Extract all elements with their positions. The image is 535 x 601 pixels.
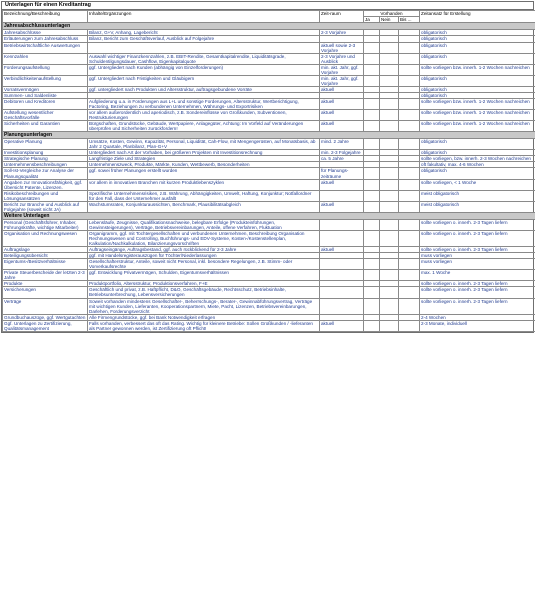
document-title: Unterlagen für einen Kreditantrag xyxy=(2,2,533,10)
item-period: 2-3 Vorjahre und Ausblick xyxy=(320,53,364,64)
item-name: Grundbuchauszüge, ggf. Wertgutachten xyxy=(3,314,88,320)
field-until[interactable] xyxy=(399,320,420,331)
item-content: Untergliedert nach Art der Vorhaben, bei größeren Projekten mit Investitionsrechnung xyxy=(88,150,320,156)
checkbox-yes[interactable] xyxy=(364,121,380,132)
section-row xyxy=(3,23,535,30)
item-timing: obligatorisch xyxy=(420,139,535,150)
table-body xyxy=(3,23,535,331)
item-content: Umsätze, Kosten, Gewinn, Kapazität, Personal, Liquidität, Cah-Flow, mit Mengengerüsten, auf Monatsbasis, ab Jahr 2 Quartale, Planbilanz, Plan-G+V xyxy=(88,139,320,150)
checkbox-yes[interactable] xyxy=(364,179,380,190)
item-content: Unternehmenszweck, Produkte, Märkte, Kunden, Wettbewerb, Besonderheiten xyxy=(88,162,320,168)
field-until[interactable] xyxy=(399,190,420,201)
item-period xyxy=(320,230,364,246)
item-period: für Planungs-zeiträume xyxy=(320,168,364,179)
item-name: Strategische Planung xyxy=(3,156,88,162)
field-until[interactable] xyxy=(399,110,420,121)
field-until[interactable] xyxy=(399,121,420,132)
item-timing: sollte vorliegen o. innerh. 2-3 Tagen liefern xyxy=(420,281,535,287)
item-timing: sollte vorliegen o. innerh. 2-3 Tagen liefern xyxy=(420,230,535,246)
item-name: Bericht zur Branche und Ausblick auf Folgejahre (soweit nicht JA) xyxy=(3,201,88,212)
item-content: ggf. mit Handelsregisterauszügen für Töchter/Niederlassungen xyxy=(88,253,320,259)
item-period xyxy=(320,270,364,281)
checkbox-yes[interactable] xyxy=(364,230,380,246)
checkbox-yes[interactable] xyxy=(364,110,380,121)
header-yes: Ja xyxy=(364,17,380,23)
item-content: vor allem außerordentlich und aperiodisch, z.B. Sondereinflüsse von Großkunden, Subventionen, Restrukturierungen xyxy=(88,110,320,121)
item-content: Geschäftlich und privat, z.B. Haftpflicht, D&O, Geschäftsgebäude, Rechtsschutz, Betriebsinhalte, Betriebsunterbrechung, Lebensversicherungen xyxy=(88,287,320,298)
item-name: Soll-Ist-Vergleiche zur Analyse der Planungsqualität xyxy=(3,168,88,179)
item-period: aktuell xyxy=(320,121,364,132)
item-content: ggf. sowei früher Planungen erstellt wurden xyxy=(88,168,320,179)
credit-application-document xyxy=(1,1,534,333)
table-row xyxy=(3,201,535,212)
item-name: Eigentums-/Besitzverhältnisse xyxy=(3,259,88,270)
checkbox-yes[interactable] xyxy=(364,139,380,150)
checkbox-yes[interactable] xyxy=(364,98,380,109)
checkbox-yes[interactable] xyxy=(364,219,380,230)
checkbox-yes[interactable] xyxy=(364,42,380,53)
field-until[interactable] xyxy=(399,75,420,86)
table-row xyxy=(3,287,535,298)
item-period: min. akt. Jahr, ggf. Vorjahre xyxy=(320,64,364,75)
item-timing: muss vorliegen xyxy=(420,253,535,259)
item-content: Bilanz, G+V, Anhang, Lagebericht xyxy=(88,30,320,36)
item-timing: obligatorisch xyxy=(420,42,535,53)
item-name: Private Steuerbescheide der letzten 2-3 Jahre xyxy=(3,270,88,281)
item-name: Aufstellung wesentlicher Geschäftsvorfälle xyxy=(3,110,88,121)
checkbox-no[interactable] xyxy=(380,219,399,230)
item-timing: 2-3 Monate, individuell xyxy=(420,320,535,331)
item-name: Ggf. Unterlagen zu Zertifizierung, Qualitätsmanagement xyxy=(3,320,88,331)
item-timing: max. 1 Woche xyxy=(420,270,535,281)
item-timing: 2-4 Wochen xyxy=(420,314,535,320)
item-timing: obligatorisch xyxy=(420,168,535,179)
section-title: Jahresabschlussunterlagen xyxy=(3,23,535,30)
item-period: 2-3 Vorjahre xyxy=(320,30,364,36)
field-until[interactable] xyxy=(399,64,420,75)
item-content: Langfristige Ziele und Strategien xyxy=(88,156,320,162)
item-content: Bilanz, Bericht zum Geschäftsverlauf, Ausblick auf Folgejahre xyxy=(88,36,320,42)
checkbox-yes[interactable] xyxy=(364,270,380,281)
item-content: Auftragseingänge, Auftragsbestand, ggf. auch rückblickend für 2-3 Jahre xyxy=(88,247,320,253)
field-until[interactable] xyxy=(399,42,420,53)
table-row xyxy=(3,64,535,75)
header-name: Bezeichnung/Beschreibung xyxy=(3,11,88,23)
checkbox-no[interactable] xyxy=(380,190,399,201)
checkbox-yes[interactable] xyxy=(364,53,380,64)
item-period: aktuell xyxy=(320,110,364,121)
checkbox-yes[interactable] xyxy=(364,75,380,86)
item-name: Jahresabschlüsse xyxy=(3,30,88,36)
header-available: Vorhanden xyxy=(364,11,420,17)
checkbox-yes[interactable] xyxy=(364,201,380,212)
field-until[interactable] xyxy=(399,219,420,230)
item-name: Verbindlichkeitenaufstellung xyxy=(3,75,88,86)
item-period: aktuell xyxy=(320,179,364,190)
table-row xyxy=(3,270,535,281)
item-period: aktuell xyxy=(320,86,364,92)
field-until[interactable] xyxy=(399,259,420,270)
item-period: mind. 2 Jahre xyxy=(320,139,364,150)
item-timing: sollte vorliegen o. innerh. 2-3 Tagen liefern xyxy=(420,298,535,314)
table-row xyxy=(3,179,535,190)
item-name: Erläuterungen zum Jahresabschluss xyxy=(3,36,88,42)
item-content: vor allem in innovativen Branchen mit kurzen Produktlebenszyklen xyxy=(88,179,320,190)
table-row xyxy=(3,168,535,179)
table-row xyxy=(3,230,535,246)
checkbox-yes[interactable] xyxy=(364,259,380,270)
item-name: Debitoren und Kreditoren xyxy=(3,98,88,109)
table-row xyxy=(3,219,535,230)
item-content: ggf. Entwicklung Privatvermögen, Schulden, Eigentumsverhältnissen xyxy=(88,270,320,281)
checkbox-yes[interactable] xyxy=(364,168,380,179)
item-name: Summen- und Saldenliste xyxy=(3,92,88,98)
table-row xyxy=(3,190,535,201)
checkbox-no[interactable] xyxy=(380,168,399,179)
item-timing: sollte vorliegen, < 1 Woche xyxy=(420,179,535,190)
table-row xyxy=(3,110,535,121)
checkbox-yes[interactable] xyxy=(364,287,380,298)
item-name: Vorratsvermögen xyxy=(3,86,88,92)
item-period xyxy=(320,287,364,298)
checkbox-no[interactable] xyxy=(380,201,399,212)
item-name: Operative Planung xyxy=(3,139,88,150)
item-timing: sollte vorliegen o. innerh. 2-3 Tagen liefern xyxy=(420,247,535,253)
field-until[interactable] xyxy=(399,168,420,179)
table-row xyxy=(3,121,535,132)
table-row xyxy=(3,320,535,331)
item-name: Betriebswirtschaftliche Auswertungen xyxy=(3,42,88,53)
checkbox-no[interactable] xyxy=(380,320,399,331)
item-name: Organisation und Rechnungswesen xyxy=(3,230,88,246)
item-timing: muss vorliegen xyxy=(420,259,535,270)
item-period: aktuell xyxy=(320,98,364,109)
item-name: Personal (Geschäftsführer, Inhaber, Führungskräfte, wichtige Mitarbeiter) xyxy=(3,219,88,230)
item-timing: sollte vorliegen bzw. innerh. 1-2 Wochen nachreichen xyxy=(420,98,535,109)
item-content: Falls vorhanden, verbessert das oft das Rating. Wichtig für kleinere Betriebe: Sollen Großkunden / -lieferanten als Partner gewonnen werden, ist Zertifizierung oft Pflicht! xyxy=(88,320,320,331)
checkbox-no[interactable] xyxy=(380,53,399,64)
item-timing: sollte vorliegen o. innerh. 2-3 Tagen liefern xyxy=(420,287,535,298)
item-name: Produkte xyxy=(3,281,88,287)
header-row-1 xyxy=(3,11,535,17)
field-until[interactable] xyxy=(399,201,420,212)
item-timing: sollte vorliegen o. innerh. 2-3 Tagen liefern xyxy=(420,219,535,230)
item-content: ggf. Untergliedert nach Fristigkeiten und Gläubigern xyxy=(88,75,320,86)
table-row xyxy=(3,139,535,150)
checkbox-yes[interactable] xyxy=(364,298,380,314)
item-timing: sollte vorliegen bzw. innerh. 1-2 Wochen nachreichen xyxy=(420,110,535,121)
header-period: Zeit-raum xyxy=(320,11,364,23)
item-timing: meist obligatorisch xyxy=(420,201,535,212)
table-row xyxy=(3,42,535,53)
table-row xyxy=(3,98,535,109)
item-content: Wachstumsraten, Konjunkturaussichten, Benchmark, Plausibilitätsabgleich xyxy=(88,201,320,212)
checkbox-no[interactable] xyxy=(380,287,399,298)
checkbox-no[interactable] xyxy=(380,298,399,314)
checkbox-no[interactable] xyxy=(380,121,399,132)
item-name: Kennzahlen xyxy=(3,53,88,64)
item-content: ggf. untergliedert nach Produkten und Altersstruktur, auftragsgebundene Vorräte xyxy=(88,86,320,92)
checkbox-no[interactable] xyxy=(380,110,399,121)
checkbox-no[interactable] xyxy=(380,98,399,109)
item-name: Risikobeschreibungen und Lösungsansätzen xyxy=(3,190,88,201)
item-timing: sollte vorliegen, bzw. innerh. 2-3 Wochen nachreichen xyxy=(420,156,535,162)
table-row xyxy=(3,259,535,270)
item-period: aktuell xyxy=(320,247,364,253)
item-content: Organigramm, ggf. mit Tochtergesellschaften und verbundenen Unternehmen, Beschreibung Organisation Rechnungswesen und Controlling, Buchführungs- und EDV-Systeme, Kosten-/Kostenstellenplan, Kalkulation/Nachkalkulation, Bilanzierungsvorschriften xyxy=(88,230,320,246)
header-until: Bis ... xyxy=(399,17,420,23)
checkbox-no[interactable] xyxy=(380,179,399,190)
item-content: Soweit vorhanden mindestens Gesellschafter-, Beherrschungs-, Berater-, Gewinnabführungsvertrag, Verträge mit wichtigen Kunden, Lieferanten, Kooperationspartnern, Miete, Pacht, Lizenzen, Betriebsvereinbarungen, Darlehen, Forderungsverzicht xyxy=(88,298,320,314)
item-name: Angaben zur Innovationsfähigkeit, ggf. Übersicht Patente, Lizenzen. xyxy=(3,179,88,190)
item-timing: obligatorisch xyxy=(420,75,535,86)
item-name: Auftragslage xyxy=(3,247,88,253)
item-timing: obligatorisch xyxy=(420,36,535,42)
documents-table xyxy=(2,10,535,332)
item-period: aktuell sowie 2-3 Vorjahre xyxy=(320,42,364,53)
item-content: Lebensläufe, Zeugnisse, Qualifikationsnachweise, belegbare Erfolge (Produkteinführungen, Gewinnsteigerungen), Verträge, Betriebsvereinbarungen, Anteile, offene Verfahren, Fluktuation xyxy=(88,219,320,230)
header-content: Inhalte/Ergänzungen xyxy=(88,11,320,23)
item-content: ggf. Untergliedert nach Kunden (abhängig von Einzelforderungen) xyxy=(88,64,320,75)
checkbox-no[interactable] xyxy=(380,42,399,53)
section-title: Weitere Unterlagen xyxy=(3,212,535,219)
item-content: Bürgschaften, Grundstücke, Gebäude, Wertpapiere, Anlagegüter, Achtung: Im Vorfeld auf Veränderungen überprüfen und Sicherheiten zurückfordern! xyxy=(88,121,320,132)
item-period xyxy=(320,190,364,201)
item-content xyxy=(88,42,320,53)
checkbox-yes[interactable] xyxy=(364,190,380,201)
field-until[interactable] xyxy=(399,139,420,150)
checkbox-no[interactable] xyxy=(380,259,399,270)
item-timing: obligatorisch xyxy=(420,30,535,36)
section-row xyxy=(3,212,535,219)
item-timing: obligatorisch xyxy=(420,92,535,98)
item-period xyxy=(320,259,364,270)
checkbox-no[interactable] xyxy=(380,64,399,75)
item-timing: sollte vorliegen bzw. innerh. 1-2 Wochen nachreichen xyxy=(420,121,535,132)
item-name: Sicherheiten und Garantien xyxy=(3,121,88,132)
section-row xyxy=(3,132,535,139)
field-until[interactable] xyxy=(399,230,420,246)
item-timing: obligatorisch xyxy=(420,86,535,92)
table-row xyxy=(3,53,535,64)
item-name: Investitionsplanung xyxy=(3,150,88,156)
item-content: Alle Firmengrundstücke, ggf. bei Bank Notwendigkeit erfragen xyxy=(88,314,320,320)
item-timing: meist obligatorisch xyxy=(420,190,535,201)
item-name: Unternehmensbeschreibungen xyxy=(3,162,88,168)
item-period xyxy=(320,219,364,230)
field-until[interactable] xyxy=(399,53,420,64)
item-content: Auswahl wichtiger Finanzkennzahlen, z.B. EBIT-Rendite, Gesamtkapitalrendite, Liquiditätsgrade, Schuldentilgungsdauer, Cashflow, Eigenkapitalquote xyxy=(88,53,320,64)
checkbox-no[interactable] xyxy=(380,270,399,281)
item-content: Aufgliederung u.a. in Forderungen aus L+L und sonstige Forderungen, Altersstruktur, Wertberichtigung, Factoring, Beziehungen zu verbundenen Unternehmen, Währungs- und Exportrisiken xyxy=(88,98,320,109)
item-name: Verträge xyxy=(3,298,88,314)
field-until[interactable] xyxy=(399,298,420,314)
item-period: aktuell xyxy=(320,320,364,331)
item-period: ca. 5 Jahre xyxy=(320,156,364,162)
table-row xyxy=(3,298,535,314)
table-row xyxy=(3,75,535,86)
item-name: Beteiligungsübersicht xyxy=(3,253,88,259)
item-period: min. 2-3 Folgejahre xyxy=(320,150,364,156)
section-title: Planungsunterlagen xyxy=(3,132,535,139)
checkbox-no[interactable] xyxy=(380,139,399,150)
item-period xyxy=(320,298,364,314)
item-timing: obligatorisch xyxy=(420,150,535,156)
item-period: min. akt. Jahr, ggf. Vorjahre xyxy=(320,75,364,86)
item-timing: obligatorisch xyxy=(420,53,535,64)
checkbox-no[interactable] xyxy=(380,75,399,86)
item-timing: sollte vorliegen bzw. innerh. 1-2 Wochen nachreichen xyxy=(420,64,535,75)
field-until[interactable] xyxy=(399,179,420,190)
checkbox-no[interactable] xyxy=(380,230,399,246)
field-until[interactable] xyxy=(399,287,420,298)
checkbox-yes[interactable] xyxy=(364,320,380,331)
item-timing: oft fakultativ, max. 4-6 Wochen xyxy=(420,162,535,168)
field-until[interactable] xyxy=(399,98,420,109)
item-period: aktuell xyxy=(320,201,364,212)
item-name: Versicherungen xyxy=(3,287,88,298)
header-timing: Zeitansatz für Erstellung xyxy=(420,11,535,23)
item-content: Produktportfolio, Altersstruktur, Produktionsverfahren, F+E xyxy=(88,281,320,287)
checkbox-yes[interactable] xyxy=(364,64,380,75)
item-name: Forderungsaufstellung xyxy=(3,64,88,75)
item-content: Gesellschafterstruktur, Anteile, soweit nicht Personal, inkl. besondere Regelungen, z.B. Stimm- oder Vorverkaufsrechte xyxy=(88,259,320,270)
item-content: Spezifische Unternehmensrisiken, z.B. Währung, Abhängigkeiten, Umwelt, Haftung, Konjunktur; Notfallordner für den Fall, dass der Unternehmer ausfällt xyxy=(88,190,320,201)
field-until[interactable] xyxy=(399,270,420,281)
header-no: Nein xyxy=(380,17,399,23)
